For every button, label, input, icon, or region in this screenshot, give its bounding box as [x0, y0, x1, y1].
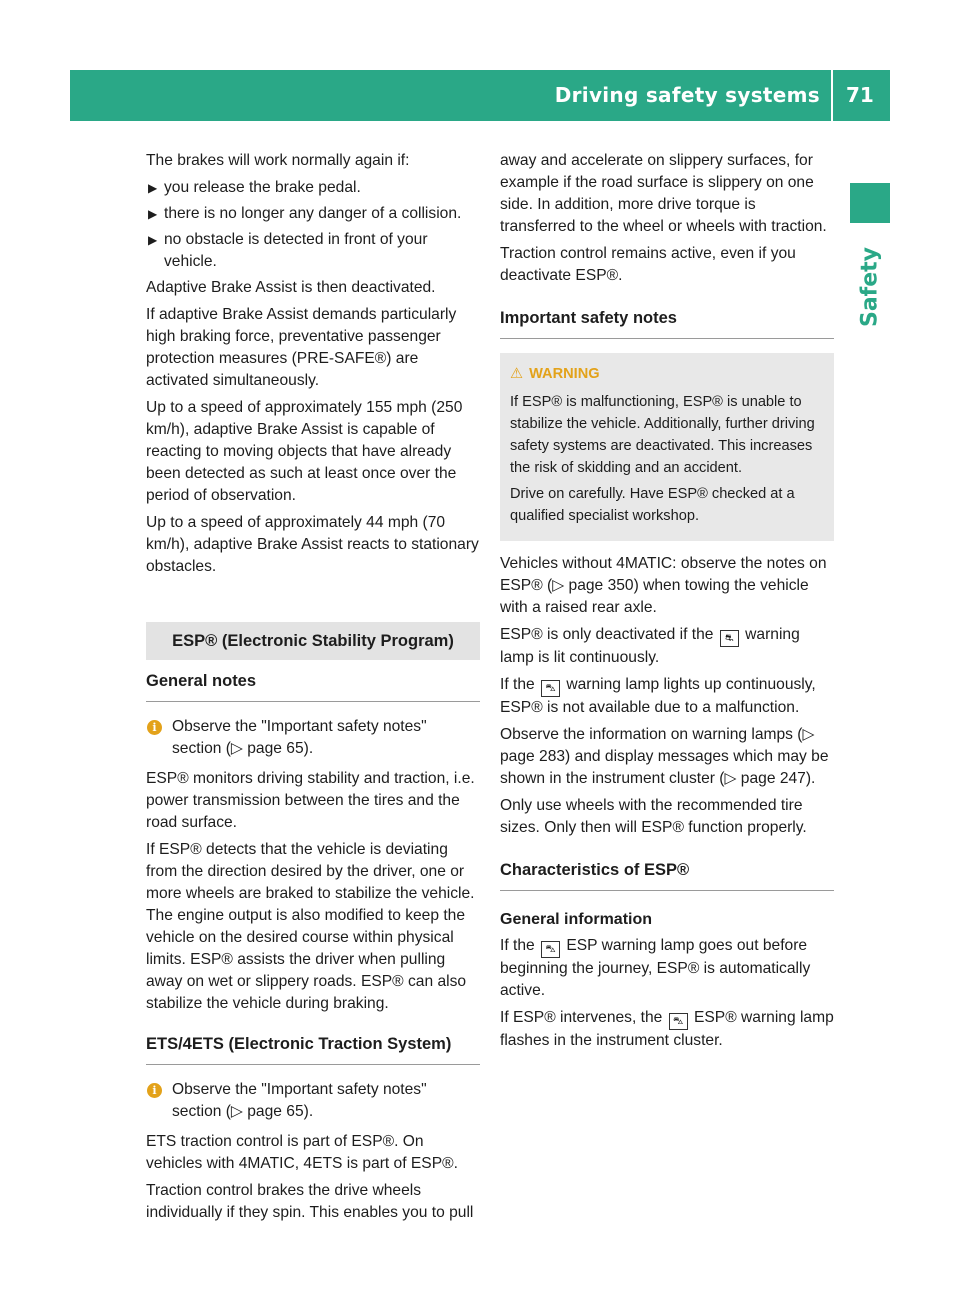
warning-box: [500, 353, 834, 541]
warning-triangle-icon: ⚠: [510, 366, 524, 382]
warning-text: Drive on carefully. Have ESP® checked at a qualified specialist workshop.: [510, 486, 795, 524]
list-item: ▶ no obstacle is detected in front of your vehicle.: [148, 231, 428, 270]
heading-general-notes: General notes: [146, 670, 480, 702]
heading-ets: ETS/4ETS (Electronic Traction System): [146, 1033, 480, 1065]
page-number: 71: [846, 83, 874, 107]
paragraph: The brakes will work normally again if:: [146, 152, 410, 169]
side-tab: [846, 237, 894, 337]
esp-lamp-icon: ⛍: [669, 1013, 688, 1030]
paragraph: If the ⛍ warning lamp lights up continuously, ESP® is not available due to a malfunction.: [500, 676, 816, 716]
esp-lamp-icon: ⛍: [541, 680, 560, 697]
heading-general-information: General information: [500, 911, 653, 928]
heading-important-safety-notes: Important safety notes: [500, 307, 834, 339]
paragraph: Traction control brakes the drive wheels individually if they spin. This enables you to pull: [146, 1182, 474, 1221]
paragraph: If ESP® intervenes, the ⛍ ESP® warning lamp flashes in the instrument cluster.: [500, 1009, 834, 1049]
esp-off-lamp-icon: ⛐: [720, 630, 739, 647]
paragraph: ESP® monitors driving stability and traction, i.e. power transmission between the tires and the road surface.: [146, 770, 475, 831]
header-bar: [70, 70, 890, 121]
right-column: [500, 150, 834, 1057]
side-tab-label: Safety: [857, 246, 883, 328]
info-icon: i: [147, 1083, 162, 1098]
paragraph: Up to a speed of approximately 44 mph (70 km/h), adaptive Brake Assist reacts to stationary obstacles.: [146, 514, 479, 575]
paragraph: away and accelerate on slippery surfaces, for example if the road surface is slippery on one side. In addition, more drive torque is transferred to the wheel or wheels with traction.: [500, 152, 827, 235]
bullet-icon: ▶: [148, 181, 158, 195]
info-note: i Observe the "Important safety notes" section (▷ page 65).: [146, 1079, 480, 1123]
warning-heading: ⚠ WARNING: [510, 366, 600, 382]
bullet-icon: ▶: [148, 207, 158, 221]
page-title: Driving safety systems: [554, 83, 820, 107]
left-column: [146, 150, 480, 1229]
paragraph: ETS traction control is part of ESP®. On vehicles with 4MATIC, 4ETS is part of ESP®.: [146, 1133, 458, 1172]
heading-characteristics-esp: Characteristics of ESP®: [500, 859, 834, 891]
section-marker: [850, 183, 890, 223]
paragraph: If ESP® detects that the vehicle is deviating from the direction desired by the driver, one or more wheels are braked to stabilize the vehicle. The engine output is also modified to keep the vehicle on the desired course within physical limits. ESP® assists the driver when pulling away on wet or slippery roads. ESP® can also stabilize the vehicle during braking.: [146, 841, 475, 1012]
paragraph: Only use wheels with the recommended tire sizes. Only then will ESP® function properly.: [500, 797, 807, 836]
list-item: ▶ you release the brake pedal.: [146, 177, 480, 199]
paragraph: Adaptive Brake Assist is then deactivated.: [146, 279, 436, 296]
info-note: i Observe the "Important safety notes" section (▷ page 65).: [146, 716, 480, 760]
paragraph: Up to a speed of approximately 155 mph (250 km/h), adaptive Brake Assist is capable of reacting to moving objects that have already been detected as such at least once over the period of observation.: [146, 399, 463, 504]
header-divider: [831, 70, 833, 121]
info-icon: i: [147, 720, 162, 735]
paragraph: If the ⛍ ESP warning lamp goes out before beginning the journey, ESP® is automatically active.: [500, 937, 811, 999]
paragraph: Traction control remains active, even if you deactivate ESP®.: [500, 245, 796, 284]
paragraph: ESP® is only deactivated if the ⛐ warning lamp is lit continuously.: [500, 626, 800, 666]
list-item: ▶ there is no longer any danger of a collision.: [146, 203, 480, 225]
paragraph: Observe the information on warning lamps (▷ page 283) and display messages which may be shown in the instrument cluster (▷ page 247).: [500, 726, 829, 787]
paragraph: Vehicles without 4MATIC: observe the notes on ESP® (▷ page 350) when towing the vehicle with a raised rear axle.: [500, 555, 827, 616]
esp-lamp-icon: ⛍: [541, 941, 560, 958]
section-title-esp: ESP® (Electronic Stability Program): [146, 622, 480, 660]
bullet-icon: ▶: [148, 233, 158, 247]
warning-text: If ESP® is malfunctioning, ESP® is unable to stabilize the vehicle. Additionally, further driving safety systems are deactivated. This increases the risk of skidding and an accident.: [510, 394, 815, 476]
paragraph: If adaptive Brake Assist demands particularly high braking force, preventative passenger protection measures (PRE-SAFE®) are activated simultaneously.: [146, 306, 457, 389]
